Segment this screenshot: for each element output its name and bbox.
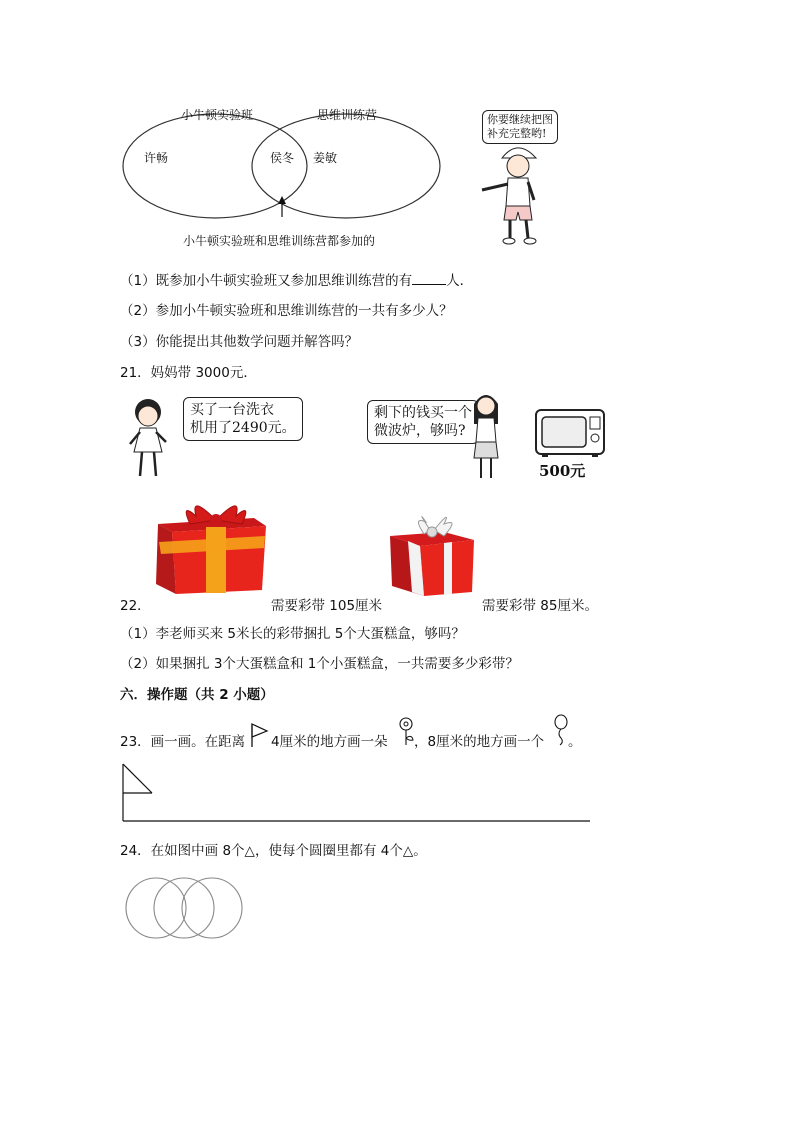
three-circles-diagram[interactable] [118,875,248,945]
venn-name-left: 许畅 [144,151,169,165]
venn-label-right: 思维训练营 [317,108,378,122]
boy-illustration [476,110,566,250]
q20-part2: （2）参加小牛顿实验班和思维训练营的一共有多少人？ [120,303,453,319]
mother-bubble-line1: 剩下的钱买一个 [374,405,472,421]
girl-speech-bubble [183,397,303,441]
boy-figure-icon [476,110,566,250]
mother-illustration [466,390,506,485]
microwave-illustration [534,408,606,458]
flower-icon [396,716,416,746]
microwave-icon [534,408,606,458]
mother-speech-bubble [367,400,479,444]
microwave-price: 500元 [539,462,586,480]
q23-part3: ，8厘米的地方画一个 [414,734,545,750]
venn-label-left: 小牛顿实验班 [181,108,254,122]
q21-stem: 21．妈妈带 3000元． [120,365,257,381]
venn-arrow-caption: 小牛顿实验班和思维训练营都参加的 [183,234,376,248]
girl-illustration [126,394,186,484]
q20-part3: （3）你能提出其他数学问题并解答吗？ [120,334,359,350]
q23-part1: 23．画一画。在距离 [120,734,246,750]
girl-bubble-line1: 买了一台洗衣 [190,402,274,418]
q22-part2: （2）如果捆扎 3个大蛋糕盒和 1个小蛋糕盒，一共需要多少彩带？ [120,656,519,672]
q24-stem: 24．在如图中画 8个△，使每个圆圈里都有 4个△。 [120,843,427,859]
big-gift-box-icon [150,496,270,596]
q23-part2: 4厘米的地方画一朵 [271,734,388,750]
small-gift-box-icon [386,506,478,596]
answer-blank[interactable] [412,272,446,285]
drawing-line-figure [122,764,592,824]
girl-figure-icon [126,394,186,484]
venn-diagram-1 [120,104,460,254]
section6-title: 六．操作题（共 2 小题） [120,687,274,703]
venn-name-middle: 侯冬 [270,151,295,165]
boy-bubble-line2: 补充完整哟! [487,127,547,140]
big-gift-box [150,496,270,596]
mother-bubble-line2: 微波炉，够吗? [374,423,466,439]
q20-part1 [120,272,473,290]
q22-big-box-ribbon: 需要彩带 105厘米 [271,598,383,614]
q20-part1-end: 人． [446,273,474,289]
q22-small-box-ribbon: 需要彩带 85厘米。 [482,598,598,614]
small-gift-box [386,506,478,596]
q22-number: 22． [120,598,151,614]
girl-bubble-line2: 机用了2490元。 [190,420,296,436]
flag-icon [250,722,270,748]
q20-part1-text: （1）既参加小牛顿实验班又参加思维训练营的有 [120,273,413,289]
boy-bubble-line1: 你要继续把图 [487,113,553,126]
q23-part4: 。 [568,734,582,750]
q22-part1: （1）李老师买来 5米长的彩带捆扎 5个大蛋糕盒，够吗？ [120,626,465,642]
venn-name-right: 姜敏 [313,151,338,165]
mother-figure-icon [466,390,506,485]
